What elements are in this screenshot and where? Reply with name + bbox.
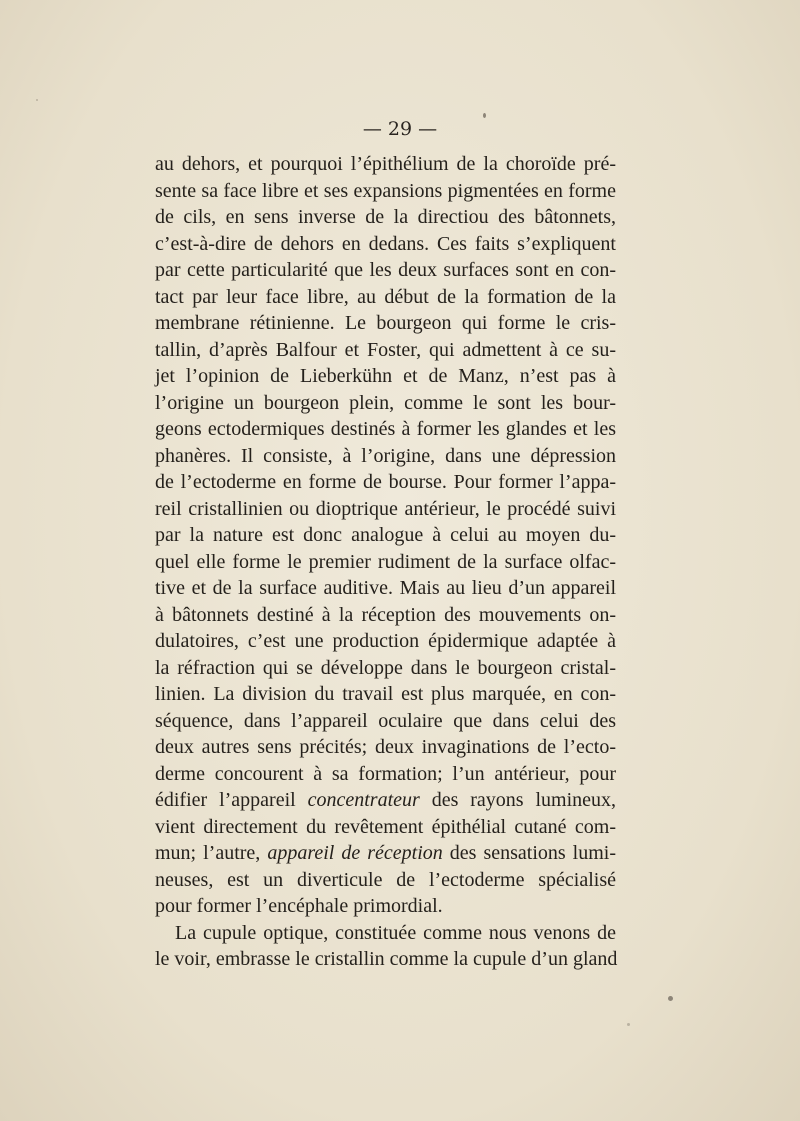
text-line-with-italic [155, 787, 616, 814]
text-line: au dehors, et pourquoi l’épithélium de la choroïde pré- [155, 153, 616, 175]
paper-speck [668, 996, 673, 1001]
paper-speck [483, 113, 486, 118]
italic-term-appareil-de-reception: appareil de réception [267, 842, 443, 864]
text-line: sente sa face libre et ses expansions pigmentées en forme [155, 179, 616, 202]
paper-speck [36, 99, 38, 101]
text-segment: mun; l’autre, [155, 842, 261, 864]
body-text [155, 151, 616, 973]
text-line: membrane rétinienne. Le bourgeon qui forme le cris- [155, 312, 616, 334]
text-line: de l’ectoderme en forme de bourse. Pour former l’appa- [155, 471, 616, 493]
text-line: la réfraction qui se développe dans le bourgeon cristal- [155, 656, 616, 679]
text-line: jet l’opinion de Lieberkühn et de Manz, n’est pas à [155, 365, 616, 387]
text-line: quel elle forme le premier rudiment de la surface olfac- [155, 550, 616, 573]
text-line: vient directement du revêtement épithélial cutané com- [155, 815, 616, 838]
text-line: tact par leur face libre, au début de la formation de la [155, 285, 616, 308]
text-line: linien. La division du travail est plus marquée, en con- [155, 683, 616, 705]
text-line: par cette particularité que les deux surfaces sont en con- [155, 259, 616, 281]
text-line: le voir, embrasse le cristallin comme la cupule d’un gland [155, 948, 618, 970]
text-line: derme concourent à sa formation; l’un antérieur, pour [155, 762, 616, 785]
italic-term-concentrateur: concentrateur [307, 789, 420, 811]
text-line: c’est-à-dire de dehors en dedans. Ces faits s’expliquent [155, 232, 616, 255]
text-segment: des sensations lumi- [449, 842, 617, 864]
text-line: de cils, en sens inverse de la directiou des bâtonnets, [155, 206, 616, 228]
paragraph-end-line: pour former l’encéphale primordial. [155, 895, 443, 917]
text-line: reil cristallinien ou dioptrique antérieur, le procédé suivi [155, 497, 616, 520]
text-line: geons ectodermiques destinés à former les glandes et les [155, 418, 616, 440]
page-number: — 29 — [362, 118, 438, 140]
paper-speck [627, 1023, 630, 1026]
text-line: phanères. Il consiste, à l’origine, dans une dépression [155, 444, 616, 467]
text-line: neuses, est un diverticule de l’ectoderme spécialisé [155, 868, 616, 891]
text-line: à bâtonnets destiné à la réception des mouvements on- [155, 603, 616, 626]
text-line: séquence, dans l’appareil oculaire que dans celui des [155, 709, 616, 732]
text-line: deux autres sens précités; deux invaginations de l’ecto- [155, 736, 616, 758]
text-segment: édifier l’appareil [155, 789, 296, 811]
text-line: dulatoires, c’est une production épidermique adaptée à [155, 630, 616, 652]
paragraph-start-line: La cupule optique, constituée comme nous venons de [175, 921, 616, 944]
text-line-with-italic [155, 840, 616, 867]
text-segment: des rayons lumineux, [431, 789, 617, 811]
text-line: tallin, d’après Balfour et Foster, qui admettent à ce su- [155, 338, 616, 361]
text-line: l’origine un bourgeon plein, comme le sont les bour- [155, 391, 616, 414]
text-line: tive et de la surface auditive. Mais au lieu d’un appareil [155, 577, 616, 599]
text-line: par la nature est donc analogue à celui au moyen du- [155, 524, 616, 546]
